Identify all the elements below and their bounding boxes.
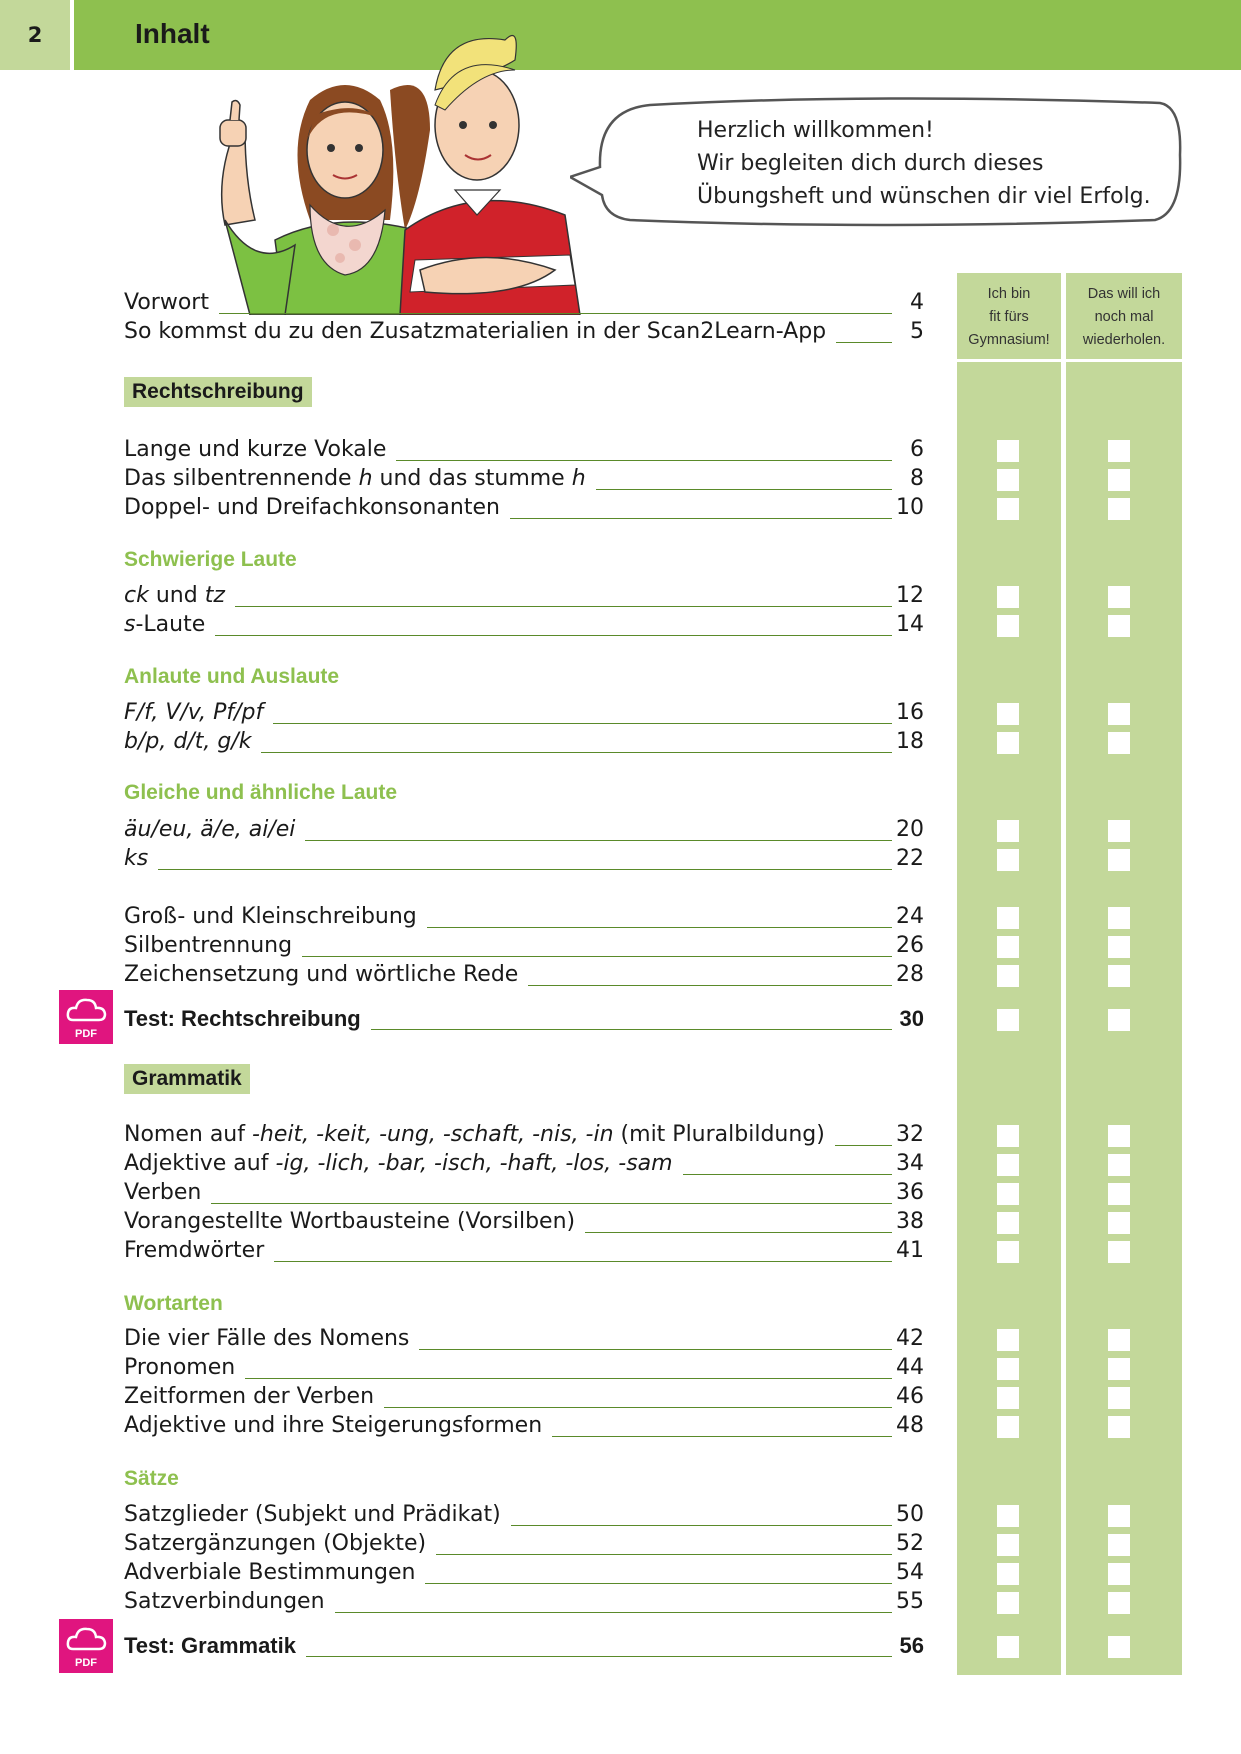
- svg-text:PDF: PDF: [75, 1028, 97, 1040]
- toc-page-number: 56: [899, 1633, 924, 1658]
- checkbox-fit[interactable]: [997, 936, 1019, 958]
- toc-entry-label: Groß- und Kleinschreibung: [124, 904, 427, 929]
- checkbox-fit[interactable]: [997, 1563, 1019, 1585]
- toc-entry-label: Die vier Fälle des Nomens: [124, 1326, 419, 1351]
- checkbox-repeat[interactable]: [1108, 1416, 1130, 1438]
- toc-entry[interactable]: [124, 466, 924, 496]
- toc-page-number: 54: [896, 1560, 924, 1585]
- toc-page-number: 4: [910, 290, 924, 315]
- girl-figure: [220, 85, 430, 315]
- bubble-line: Wir begleiten dich durch dieses: [697, 151, 1044, 176]
- leader-line: [124, 635, 892, 636]
- toc-entry-label: Satzverbindungen: [124, 1589, 335, 1614]
- checkbox-repeat[interactable]: [1108, 1387, 1130, 1409]
- bubble-line: Übungsheft und wünschen dir viel Erfolg.: [697, 184, 1151, 209]
- checkbox-repeat[interactable]: [1108, 936, 1130, 958]
- page-title: Inhalt: [135, 18, 210, 49]
- toc-entry[interactable]: [124, 904, 924, 934]
- leader-line: [124, 313, 892, 314]
- section-heading-rechtschreibung: Rechtschreibung: [124, 377, 312, 407]
- toc-entry-label: Silbentrennung: [124, 933, 302, 958]
- checkbox-fit[interactable]: [997, 1212, 1019, 1234]
- checkbox-fit[interactable]: [997, 615, 1019, 637]
- toc-page-number: 32: [896, 1122, 924, 1147]
- toc-entry-label: Satzglieder (Subjekt und Prädikat): [124, 1502, 511, 1527]
- checkbox-repeat[interactable]: [1108, 1009, 1130, 1031]
- leader-line: [124, 1203, 892, 1204]
- checkbox-fit[interactable]: [997, 820, 1019, 842]
- toc-page-number: 41: [896, 1238, 924, 1263]
- toc-page-number: 44: [896, 1355, 924, 1380]
- checkbox-repeat[interactable]: [1108, 1183, 1130, 1205]
- toc-entry-label: Lange und kurze Vokale: [124, 437, 396, 462]
- toc-page-number: 18: [896, 729, 924, 754]
- column-header-repeat: Das will ich noch mal wiederholen.: [1082, 286, 1166, 348]
- toc-page-number: 42: [896, 1326, 924, 1351]
- toc-entry-label: Satzergänzungen (Objekte): [124, 1531, 436, 1556]
- toc-entry[interactable]: [124, 1238, 924, 1268]
- checkbox-repeat[interactable]: [1108, 498, 1130, 520]
- toc-entry-label: b/p, d/t, g/k: [124, 729, 261, 754]
- speech-bubble-text: [697, 114, 1151, 213]
- toc-entry[interactable]: [124, 729, 924, 759]
- toc-entry-label: Vorwort: [124, 290, 219, 315]
- subheading-wortarten: Wortarten: [124, 1292, 223, 1315]
- toc-entry[interactable]: [124, 1122, 924, 1152]
- toc-page-number: 12: [896, 583, 924, 608]
- checkbox-repeat[interactable]: [1108, 849, 1130, 871]
- checkbox-fit[interactable]: [997, 1387, 1019, 1409]
- leader-line: [124, 606, 892, 607]
- checkbox-fit[interactable]: [997, 440, 1019, 462]
- toc-page-number: 20: [896, 817, 924, 842]
- subheading-saetze: Sätze: [124, 1467, 179, 1490]
- column-header-fit: Ich bin fit fürs Gymnasium!: [968, 286, 1050, 348]
- toc-entry-label: Adjektive und ihre Steigerungsformen: [124, 1413, 552, 1438]
- toc-entry-label: Verben: [124, 1180, 211, 1205]
- checkbox-repeat[interactable]: [1108, 732, 1130, 754]
- toc-page-number: 5: [910, 319, 924, 344]
- toc-entry[interactable]: [124, 1502, 924, 1532]
- checkbox-repeat[interactable]: [1108, 1125, 1130, 1147]
- toc-page-number: 34: [896, 1151, 924, 1176]
- toc-entry[interactable]: [124, 1413, 924, 1443]
- toc-page-number: 28: [896, 962, 924, 987]
- toc-entry-label: Zeichensetzung und wörtliche Rede: [124, 962, 528, 987]
- checkbox-repeat[interactable]: [1108, 820, 1130, 842]
- toc-page-number: 55: [896, 1589, 924, 1614]
- checkbox-repeat[interactable]: [1108, 703, 1130, 725]
- checkbox-fit[interactable]: [997, 1154, 1019, 1176]
- checkbox-fit[interactable]: [997, 586, 1019, 608]
- toc-entry-label: äu/eu, ä/e, ai/ei: [124, 817, 305, 842]
- toc-page-number: 36: [896, 1180, 924, 1205]
- page-number: 2: [27, 23, 43, 47]
- checkbox-fit[interactable]: [997, 1125, 1019, 1147]
- toc-page-number: 30: [899, 1006, 924, 1031]
- subheading-schwierige-laute: Schwierige Laute: [124, 548, 297, 571]
- checkbox-fit[interactable]: [997, 1636, 1019, 1658]
- checkbox-fit[interactable]: [997, 1329, 1019, 1351]
- toc-entry-label: Adverbiale Bestimmungen: [124, 1560, 425, 1585]
- checkbox-repeat[interactable]: [1108, 586, 1130, 608]
- checkbox-fit[interactable]: [997, 1534, 1019, 1556]
- toc-page-number: 24: [896, 904, 924, 929]
- toc-page-number: 26: [896, 933, 924, 958]
- checkbox-fit[interactable]: [997, 849, 1019, 871]
- toc-entry-label: ck und tz: [124, 583, 235, 608]
- toc-entry[interactable]: [124, 1531, 924, 1561]
- checkbox-fit[interactable]: [997, 469, 1019, 491]
- toc-entry-label: So kommst du zu den Zusatzmaterialien in der Scan2Learn-App: [124, 319, 836, 344]
- toc-entry[interactable]: [124, 612, 924, 642]
- toc-entry-label: Pronomen: [124, 1355, 245, 1380]
- checkbox-fit[interactable]: [997, 907, 1019, 929]
- checkbox-fit[interactable]: [997, 1009, 1019, 1031]
- toc-entry[interactable]: [124, 495, 924, 525]
- toc-page-number: 50: [896, 1502, 924, 1527]
- leader-line: [124, 869, 892, 870]
- checkbox-fit[interactable]: [997, 498, 1019, 520]
- toc-entry[interactable]: [124, 1560, 924, 1590]
- checkbox-repeat[interactable]: [1108, 1592, 1130, 1614]
- toc-entry-label: F/f, V/v, Pf/pf: [124, 700, 273, 725]
- toc-page-number: 16: [896, 700, 924, 725]
- checkbox-repeat[interactable]: [1108, 1534, 1130, 1556]
- toc-entry-label: Zeitformen der Verben: [124, 1384, 384, 1409]
- pdf-download-icon[interactable]: [59, 1619, 113, 1673]
- section-heading-grammatik: Grammatik: [124, 1064, 250, 1094]
- toc-entry[interactable]: [124, 1589, 924, 1619]
- toc-entry[interactable]: [124, 437, 924, 467]
- toc-entry[interactable]: [124, 700, 924, 730]
- toc-entry-label: ks: [124, 846, 158, 871]
- bubble-line: Herzlich willkommen!: [697, 118, 934, 143]
- toc-entry-label: Adjektive auf -ig, -lich, -bar, -isch, -haft, -los, -sam: [124, 1151, 683, 1176]
- checkbox-repeat[interactable]: [1108, 907, 1130, 929]
- toc-page-number: 6: [910, 437, 924, 462]
- svg-text:PDF: PDF: [75, 1657, 97, 1669]
- checkbox-fit[interactable]: [997, 1358, 1019, 1380]
- toc-page-number: 8: [910, 466, 924, 491]
- toc-entry-label: Doppel- und Dreifachkonsonanten: [124, 495, 510, 520]
- checkbox-repeat[interactable]: [1108, 440, 1130, 462]
- toc-page-number: 22: [896, 846, 924, 871]
- toc-page-number: 52: [896, 1531, 924, 1556]
- subheading-gleiche-laute: Gleiche und ähnliche Laute: [124, 781, 398, 804]
- toc-page-number: 48: [896, 1413, 924, 1438]
- toc-entry-label: Test: Grammatik: [124, 1633, 306, 1659]
- toc-entry[interactable]: [124, 319, 924, 349]
- toc-entry[interactable]: [124, 1633, 924, 1663]
- toc-entry-label: Test: Rechtschreibung: [124, 1006, 371, 1032]
- checkbox-repeat[interactable]: [1108, 1358, 1130, 1380]
- checkbox-fit[interactable]: [997, 1505, 1019, 1527]
- boy-figure: [400, 36, 580, 316]
- toc-page-number: 38: [896, 1209, 924, 1234]
- checkbox-repeat[interactable]: [1108, 1636, 1130, 1658]
- subheading-anlaute: Anlaute und Auslaute: [124, 665, 340, 688]
- toc-entry[interactable]: [124, 1384, 924, 1414]
- toc-entry-label: Fremdwörter: [124, 1238, 274, 1263]
- checkbox-repeat[interactable]: [1108, 1212, 1130, 1234]
- toc-entry[interactable]: [124, 1006, 924, 1036]
- pdf-download-icon[interactable]: [59, 990, 113, 1044]
- checkbox-repeat[interactable]: [1108, 1241, 1130, 1263]
- toc-entry-label: Das silbentrennende h und das stumme h: [124, 466, 596, 491]
- checkbox-fit[interactable]: [997, 965, 1019, 987]
- toc-entry[interactable]: [124, 290, 924, 320]
- checkbox-fit[interactable]: [997, 732, 1019, 754]
- toc-entry[interactable]: [124, 1209, 924, 1239]
- toc-entry[interactable]: [124, 817, 924, 847]
- toc-entry[interactable]: [124, 1355, 924, 1385]
- checkbox-repeat[interactable]: [1108, 1505, 1130, 1527]
- toc-entry[interactable]: [124, 962, 924, 992]
- toc-entry[interactable]: [124, 1326, 924, 1356]
- checkbox-repeat[interactable]: [1108, 469, 1130, 491]
- toc-page-number: 14: [896, 612, 924, 637]
- toc-page-number: 46: [896, 1384, 924, 1409]
- checkbox-repeat[interactable]: [1108, 965, 1130, 987]
- checkbox-fit[interactable]: [997, 703, 1019, 725]
- toc-entry[interactable]: [124, 1180, 924, 1210]
- checkbox-repeat[interactable]: [1108, 615, 1130, 637]
- toc-entry[interactable]: [124, 846, 924, 876]
- checkbox-fit[interactable]: [997, 1241, 1019, 1263]
- checkbox-repeat[interactable]: [1108, 1154, 1130, 1176]
- toc-page-number: 10: [896, 495, 924, 520]
- checkbox-repeat[interactable]: [1108, 1563, 1130, 1585]
- toc-entry-label: Vorangestellte Wortbausteine (Vorsilben): [124, 1209, 585, 1234]
- toc-entry-label: Nomen auf -heit, -keit, -ung, -schaft, -nis, -in (mit Pluralbildung): [124, 1122, 835, 1147]
- toc-entry[interactable]: [124, 933, 924, 963]
- checkbox-fit[interactable]: [997, 1416, 1019, 1438]
- checkbox-fit[interactable]: [997, 1183, 1019, 1205]
- toc-entry-label: s-Laute: [124, 612, 215, 637]
- toc-entry[interactable]: [124, 583, 924, 613]
- checkbox-fit[interactable]: [997, 1592, 1019, 1614]
- checkbox-repeat[interactable]: [1108, 1329, 1130, 1351]
- toc-entry[interactable]: [124, 1151, 924, 1181]
